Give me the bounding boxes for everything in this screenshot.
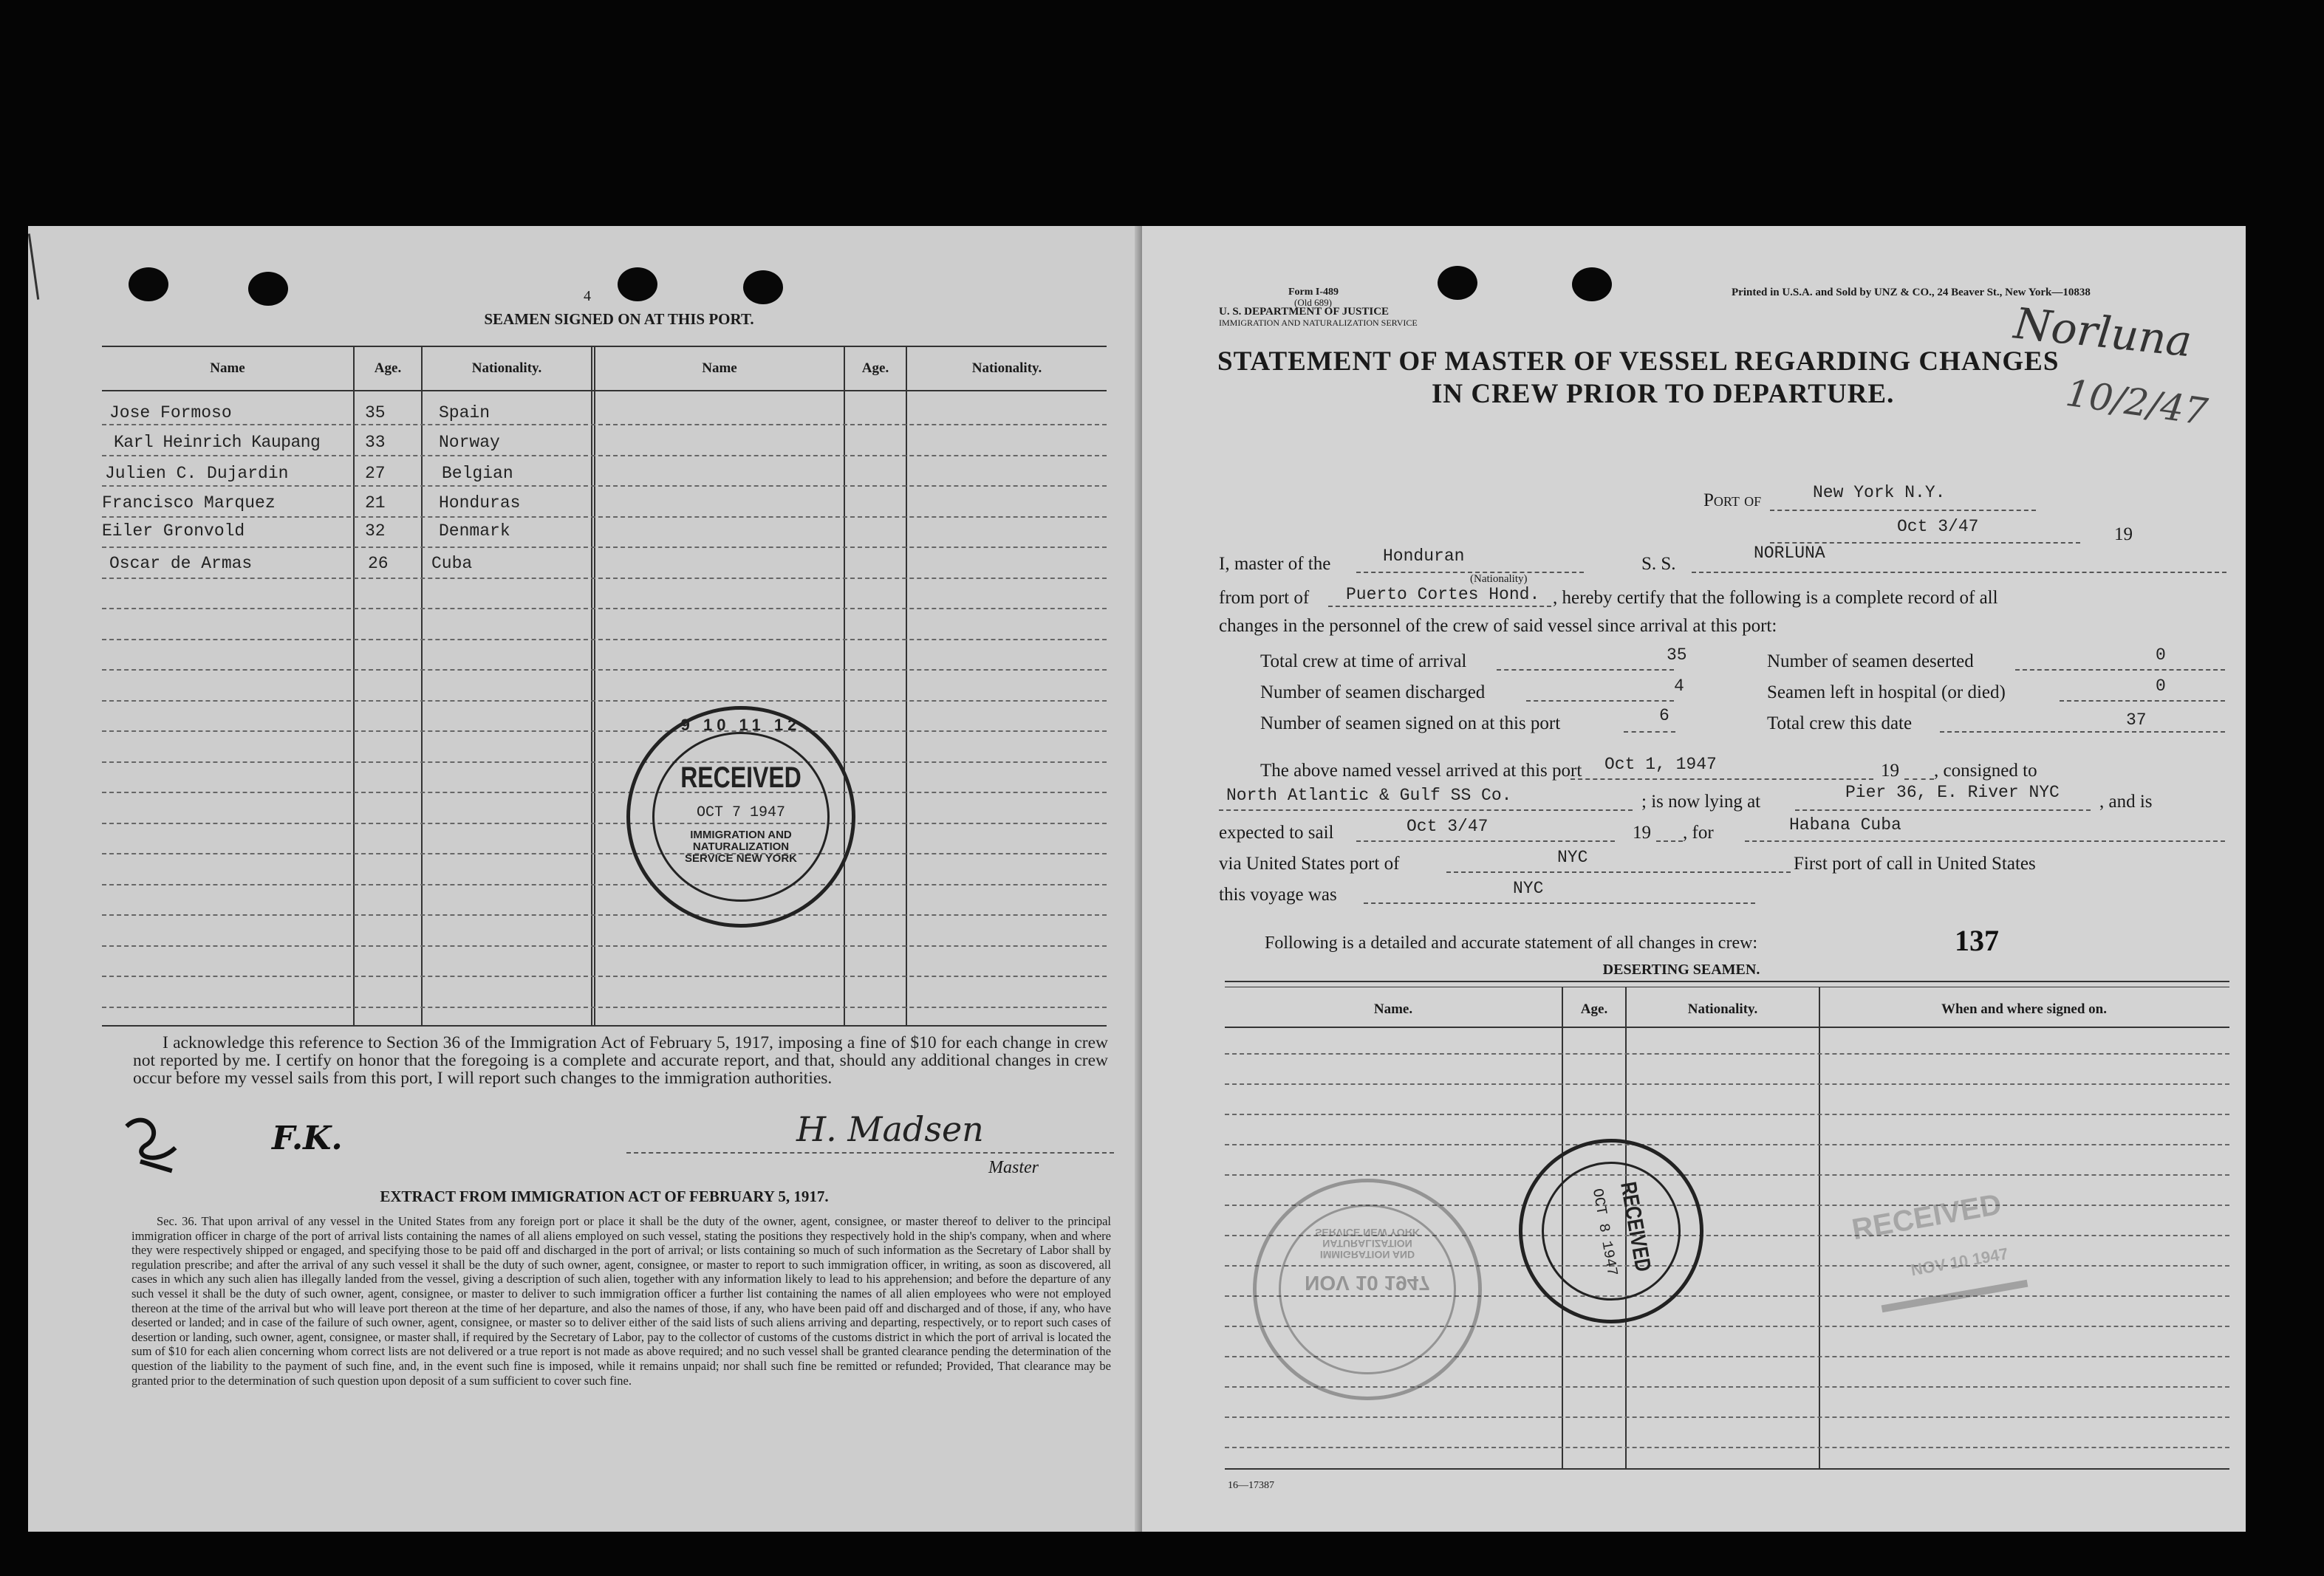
seaman-age: 26 [368, 554, 389, 573]
seaman-nationality: Belgian [442, 464, 513, 483]
signature-line [626, 1152, 1114, 1154]
table-rule [1225, 1053, 2229, 1055]
acknowledgement-text: I acknowledge this reference to Section 36 of the Immigration Act of February 5, 1917, imposing a fine of $10 for each change in crew not reported by me. I certify on honor that the foregoing is a complete and accurate report, and that, should any additional changes in crew occur before my vessel sails from this port, I will report such changes to the immigration authorities. [133, 1033, 1108, 1088]
table-rule [102, 608, 1107, 609]
table-rule [102, 639, 1107, 640]
column-divider [421, 346, 423, 1025]
column-divider [1819, 987, 1820, 1468]
first-port-label: First port of call in United States [1794, 854, 2036, 874]
expected-value: Oct 3/47 [1407, 817, 1489, 836]
table-rule [102, 669, 1107, 671]
form-title-line2: IN CREW PRIOR TO DEPARTURE. [1432, 379, 1895, 409]
deserting-title: DESERTING SEAMEN. [1602, 962, 1760, 978]
master-of-label: I, master of the [1219, 554, 1331, 574]
discharged-label: Number of seamen discharged [1260, 682, 1486, 702]
via-label: via United States port of [1219, 854, 1400, 874]
deserted-label: Number of seamen deserted [1767, 651, 1974, 671]
lying-label: ; is now lying at [1641, 792, 1761, 812]
voyage-label: this voyage was [1219, 885, 1337, 905]
signed-on: 6 [1659, 706, 1669, 725]
column-divider [591, 346, 595, 1025]
vessel-name: NORLUNA [1754, 544, 1825, 563]
stamp-agency: IMMIGRATION AND NATURALIZATION SERVICE NEW YORK [685, 829, 797, 865]
punch-hole [743, 270, 783, 304]
seaman-name: Francisco Marquez [102, 493, 276, 513]
seaman-nationality: Cuba [431, 554, 473, 573]
fill-line [1904, 778, 1934, 780]
table-rule [1225, 1144, 2229, 1145]
nationality-value: Honduran [1383, 547, 1465, 566]
table-rule [102, 823, 1107, 824]
table-border [1225, 1468, 2229, 1470]
seaman-age: 32 [365, 521, 386, 541]
initials: F.K. [272, 1120, 343, 1157]
column-divider [844, 346, 845, 1025]
printer-credit: Printed in U.S.A. and Sold by UNZ & CO., 24 Beaver St., New York—10838 [1732, 287, 2091, 298]
seaman-age: 33 [365, 433, 386, 452]
for-label: , for [1683, 823, 1714, 843]
handwritten-vessel: Norluna [2012, 298, 2195, 367]
received-stamp [626, 706, 855, 928]
form-number: Form I-489 [1288, 287, 1339, 298]
seaman-name: Jose Formoso [109, 403, 232, 422]
table-border [102, 1025, 1107, 1027]
seaman-name: Eiler Gronvold [102, 521, 245, 541]
table-rule [102, 945, 1107, 947]
table-rule [102, 700, 1107, 702]
table-border [1225, 1027, 2229, 1028]
table-rule [1225, 1447, 2229, 1448]
punch-hole [618, 267, 657, 301]
consigned-label: , consigned to [1934, 761, 2037, 781]
service: IMMIGRATION AND NATURALIZATION SERVICE [1219, 318, 1418, 328]
extract-text: Sec. 36. That upon arrival of any vessel in the United States from any foreign port or place it shall be the duty of the owner, agent, consignee, or master thereof to deliver to the principal immigration officer in charge of the port of arrival lists containing the names of all aliens employed on such vessel, stating the positions they respectively hold in the ship's company, when and where they were respectively shipped or engaged, and specifying those to be paid off and discharged in the port of arrival; or lists containing so much of such information as the Secretary of Labor shall by regulation prescribe; and after the arrival of any such vessel it shall be the duty of such owner, agent, consignee, or master to report to such immigration officer, in writing, as soon as discovered, all cases in which any such alien has illegally landed from the vessel, giving a description of such alien, together with any information likely to lead to his apprehension; and before the departure of any such vessel it shall be the duty of such owner, agent, consignee, or master to deliver to such immigration officer a further list containing the names of all alien employees who were not employed thereon at the time of the arrival but who will leave port thereon at the time of her departure, and also the names of those, if any, who have been paid off and discharged and of those, if any, who have deserted or landed; and in case of the failure of such owner, agent, consignee, or master so to deliver either of the said lists of such aliens arriving and departing, respectively, or to report such cases of desertion or landing, such owner, agent, consignee, or master shall, if required by the Secretary of Labor, pay to the collector of customs of the customs district in which the port of arrival is located the sum of $10 for each alien concerning whom correct lists are not delivered or a true report is not made as above required; and no such vessel shall be granted clearance pending the determination of the question of the liability to the payment of such fine, and, in the event such fine is imposed, while it remains unpaid; nor shall such fine be remitted or refunded; Provided, That clearance may be granted prior to the determination of such question upon deposit of a sum sufficient to cover such fine. [131, 1214, 1111, 1388]
column-header: Nationality. [971, 360, 1042, 376]
seaman-nationality: Denmark [439, 521, 510, 541]
table-border [1225, 981, 2229, 982]
discharged: 4 [1674, 676, 1684, 696]
column-header: Age. [374, 360, 402, 376]
hospital-label: Seamen left in hospital (or died) [1767, 682, 2006, 702]
seaman-name: Karl Heinrich Kaupang [114, 433, 321, 452]
scrawl-icon [115, 1091, 216, 1186]
fill-line [1624, 731, 1675, 733]
date-year-label: 19 [1881, 761, 1899, 781]
table-rule [102, 761, 1107, 763]
table-rule [102, 578, 1107, 579]
column-header: Name [702, 360, 737, 376]
faint-stamp-word: RECEIVED [1849, 1188, 2004, 1247]
fill-line [1770, 510, 2036, 511]
seaman-nationality: Spain [439, 403, 491, 422]
seaman-age: 21 [365, 493, 386, 513]
stamp-date: NOV 10 1947 [1305, 1272, 1430, 1295]
expected-label: expected to sail [1219, 823, 1334, 843]
oct-stamp [1504, 1124, 1718, 1338]
table-rule [1225, 1083, 2229, 1085]
column-header: When and where signed on. [1941, 1001, 2107, 1017]
table-rule [102, 424, 1107, 425]
fill-line [1497, 669, 1674, 671]
fill-line [1795, 809, 2091, 811]
form-old-number: (Old 689) [1294, 297, 1332, 308]
seaman-nationality: Honduras [439, 493, 521, 513]
form-title-line1: STATEMENT OF MASTER OF VESSEL REGARDING CHANGES [1217, 346, 2060, 377]
table-rule [1225, 1114, 2229, 1115]
footer-code: 16—17387 [1228, 1480, 1274, 1491]
table-rule [102, 455, 1107, 456]
changes-text: changes in the personnel of the crew of said vessel since arrival at this port: [1219, 616, 1777, 636]
fill-line [2015, 669, 2225, 671]
seaman-name: Julien C. Dujardin [105, 464, 289, 483]
voyage-value: NYC [1513, 879, 1544, 898]
stamp-word: RECEIVED [680, 761, 802, 794]
faint-stamp-date: NOV 10 1947 [1909, 1244, 2010, 1280]
date-year-label: 19 [2114, 524, 2133, 544]
column-header: Name. [1373, 1001, 1413, 1017]
table-rule [1225, 1416, 2229, 1418]
certify-text: , hereby certify that the following is a complete record of all [1553, 588, 1998, 608]
column-header: Nationality. [1687, 1001, 1758, 1017]
fill-line [1356, 840, 1615, 842]
fill-line [1219, 809, 1633, 811]
left-page [28, 226, 1148, 1532]
nationality-caption: (Nationality) [1470, 573, 1528, 585]
total-crew-arrival-label: Total crew at time of arrival [1260, 651, 1467, 671]
fill-line [1446, 871, 1791, 873]
column-header: Age. [861, 360, 889, 376]
department: U. S. DEPARTMENT OF JUSTICE [1219, 306, 1390, 318]
table-border [102, 346, 1107, 347]
fill-line [1692, 572, 2226, 573]
hospital: 0 [2156, 676, 2166, 696]
signed-on-label: Number of seamen signed on at this port [1260, 713, 1561, 733]
fill-line [2060, 700, 2225, 702]
from-port-value: Puerto Cortes Hond. [1346, 585, 1540, 604]
stamp-agency: IMMIGRATION AND NATURALIZATION SERVICE NEW YORK [1315, 1227, 1420, 1261]
seaman-name: Oscar de Armas [109, 554, 253, 573]
page-title: SEAMEN SIGNED ON AT THIS PORT. [484, 310, 754, 328]
stamp-hours: 9 10 11 12 [680, 716, 802, 734]
table-rule [102, 1007, 1107, 1008]
punch-hole [1572, 267, 1612, 301]
from-port-label: from port of [1219, 588, 1310, 608]
table-rule [102, 485, 1107, 487]
fill-line [1940, 731, 2225, 733]
seaman-age: 27 [365, 464, 386, 483]
table-rule [102, 853, 1107, 854]
via-value: NYC [1557, 848, 1588, 867]
initials-mark [115, 1091, 218, 1195]
column-divider [353, 346, 355, 1025]
arrived-label: The above named vessel arrived at this port [1260, 761, 1582, 781]
table-rule [102, 792, 1107, 793]
total-crew-date: 37 [2126, 710, 2147, 730]
stamped-number: 137 [1955, 924, 1999, 957]
punch-hole [1438, 266, 1477, 300]
table-rule [102, 976, 1107, 977]
table-rule [1225, 1174, 2229, 1176]
punch-hole [129, 267, 168, 301]
handwritten-date: 10/2/47 [2062, 371, 2210, 434]
arrived-value: Oct 1, 1947 [1604, 755, 1717, 774]
seaman-nationality: Norway [439, 433, 500, 452]
date-value: Oct 3/47 [1897, 517, 1979, 536]
seaman-age: 35 [365, 403, 386, 422]
port-value: New York N.Y. [1813, 483, 1946, 502]
for-value: Habana Cuba [1789, 815, 1901, 835]
fill-line [1526, 700, 1674, 702]
total-crew-date-label: Total crew this date [1767, 713, 1913, 733]
punch-hole [248, 272, 288, 306]
nov-stamp [1253, 1179, 1482, 1400]
and-is-label: , and is [2099, 792, 2153, 812]
lying-value: Pier 36, E. River NYC [1845, 783, 2060, 802]
master-label: Master [988, 1158, 1039, 1177]
consignee: North Atlantic & Gulf SS Co. [1226, 786, 1512, 805]
right-page [1142, 226, 2246, 1532]
port-label: Port of [1703, 490, 1762, 510]
stamp-word: RECEIVED [1616, 1179, 1655, 1274]
date-year-label: 19 [1633, 823, 1651, 843]
table-rule [102, 516, 1107, 518]
fill-line [1571, 778, 1873, 780]
check-mark [28, 233, 39, 300]
page-number: 4 [584, 288, 591, 304]
fill-line [1364, 902, 1755, 904]
total-crew-arrival: 35 [1667, 645, 1687, 665]
extract-title: EXTRACT FROM IMMIGRATION ACT OF FEBRUARY 5, 1917. [380, 1188, 829, 1205]
following-text: Following is a detailed and accurate statement of all changes in crew: [1265, 933, 1758, 953]
master-signature: H. Madsen [796, 1109, 984, 1149]
table-rule [102, 730, 1107, 732]
column-header: Nationality. [471, 360, 542, 376]
table-rule [102, 884, 1107, 885]
fill-line [1745, 840, 2225, 842]
stamp-date: OCT 7 1947 [696, 804, 786, 821]
column-divider [906, 346, 907, 1025]
fill-line [1328, 606, 1551, 607]
deserted: 0 [2156, 645, 2166, 665]
column-header: Age. [1580, 1001, 1608, 1017]
column-header: Name [210, 360, 245, 376]
table-rule [102, 547, 1107, 548]
table-border [102, 390, 1107, 391]
fill-line [1656, 840, 1683, 842]
stamp-date: OCT 8 1947 [1588, 1187, 1621, 1278]
ss-label: S. S. [1641, 554, 1676, 574]
table-rule [102, 914, 1107, 916]
